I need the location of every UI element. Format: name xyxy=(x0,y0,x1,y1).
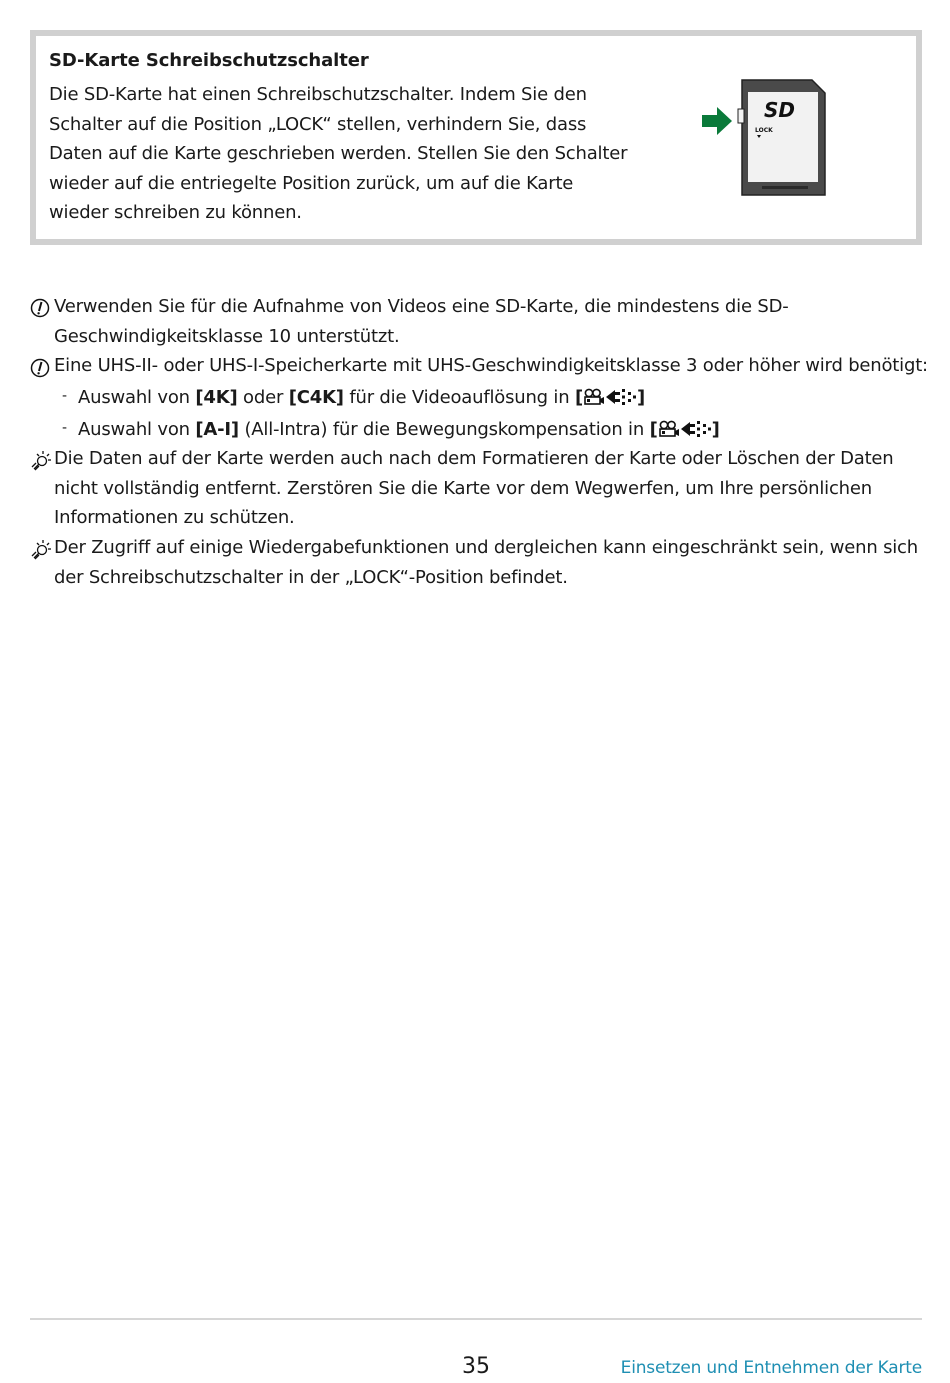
info-box xyxy=(30,30,922,245)
sub-item-1 xyxy=(78,387,645,408)
sub-item-dash: - xyxy=(62,388,68,404)
info-box-title: SD-Karte Schreibschutzschalter xyxy=(49,50,369,71)
info-box-line: Daten auf die Karte geschrieben werden. Stellen Sie den Schalter xyxy=(49,143,628,165)
bracket-close: ] xyxy=(636,387,646,408)
tip-lightbulb-icon xyxy=(30,539,52,561)
sub-item-1-text: Auswahl von xyxy=(78,387,196,408)
bracket-close: ] xyxy=(711,419,720,440)
note-1-line-1: Verwenden Sie für die Aufnahme von Videos eine SD-Karte, die mindestens die SD- xyxy=(54,296,789,317)
note-1-line-2: Geschwindigkeitsklasse 10 unterstützt. xyxy=(54,326,400,347)
info-box-line: wieder schreiben zu können. xyxy=(49,202,302,224)
arrow-right-icon xyxy=(702,107,732,135)
caution-icon xyxy=(30,358,50,378)
sub-item-2 xyxy=(78,419,720,440)
sub-item-2-text: Auswahl von xyxy=(78,419,196,440)
footer-divider xyxy=(30,1318,922,1320)
sub-item-1-text: oder xyxy=(237,387,289,408)
note-3-line-3: Informationen zu schützen. xyxy=(54,507,295,528)
option-all-intra: [A-I] xyxy=(195,419,239,440)
page-number: 35 xyxy=(462,1354,490,1379)
sd-card-logo: SD xyxy=(764,98,796,122)
section-link[interactable]: Einsetzen und Entnehmen der Karte xyxy=(620,1358,922,1378)
bracket-open: [ xyxy=(649,419,658,440)
note-3-line-1: Die Daten auf der Karte werden auch nach dem Formatieren der Karte oder Löschen der Daten xyxy=(54,448,894,469)
sd-card-lock-label: LOCK xyxy=(755,127,773,134)
note-3-line-2: nicht vollständig entfernt. Zerstören Sie die Karte vor dem Wegwerfen, um Ihre persönlichen xyxy=(54,478,872,499)
note-2-line-1: Eine UHS-II- oder UHS-I-Speicherkarte mit UHS-Geschwindigkeitsklasse 3 oder höher wird benötigt: xyxy=(54,355,928,376)
sub-item-1-text: für die Videoauflösung in xyxy=(343,387,575,408)
option-c4k: [C4K] xyxy=(288,387,344,408)
info-box-text xyxy=(49,80,639,228)
image-quality-settings-icon xyxy=(605,388,637,406)
note-4-line-1: Der Zugriff auf einige Wiedergabefunktionen und dergleichen kann eingeschränkt sein, wenn sich xyxy=(54,537,918,558)
bracket-open: [ xyxy=(574,387,583,408)
image-quality-settings-icon xyxy=(680,420,712,438)
movie-camera-icon xyxy=(658,420,680,438)
info-box-line: Schalter auf die Position „LOCK“ stellen, verhindern Sie, dass xyxy=(49,113,587,135)
sub-item-2-text: (All-Intra) für die Bewegungskompensation in xyxy=(238,419,650,440)
note-4-line-2: der Schreibschutzschalter in der „LOCK“-Position befindet. xyxy=(54,567,568,588)
sd-card-icon xyxy=(738,80,825,195)
option-4k: [4K] xyxy=(195,387,238,408)
info-box-line: Die SD-Karte hat einen Schreibschutzschalter. Indem Sie den xyxy=(49,84,587,105)
info-box-line: wieder auf die entriegelte Position zurück, um auf die Karte xyxy=(49,172,574,194)
caution-icon xyxy=(30,298,50,318)
movie-camera-icon xyxy=(583,388,605,406)
sub-item-dash: - xyxy=(62,420,68,436)
sd-card-illustration xyxy=(700,72,835,197)
tip-lightbulb-icon xyxy=(30,450,52,472)
